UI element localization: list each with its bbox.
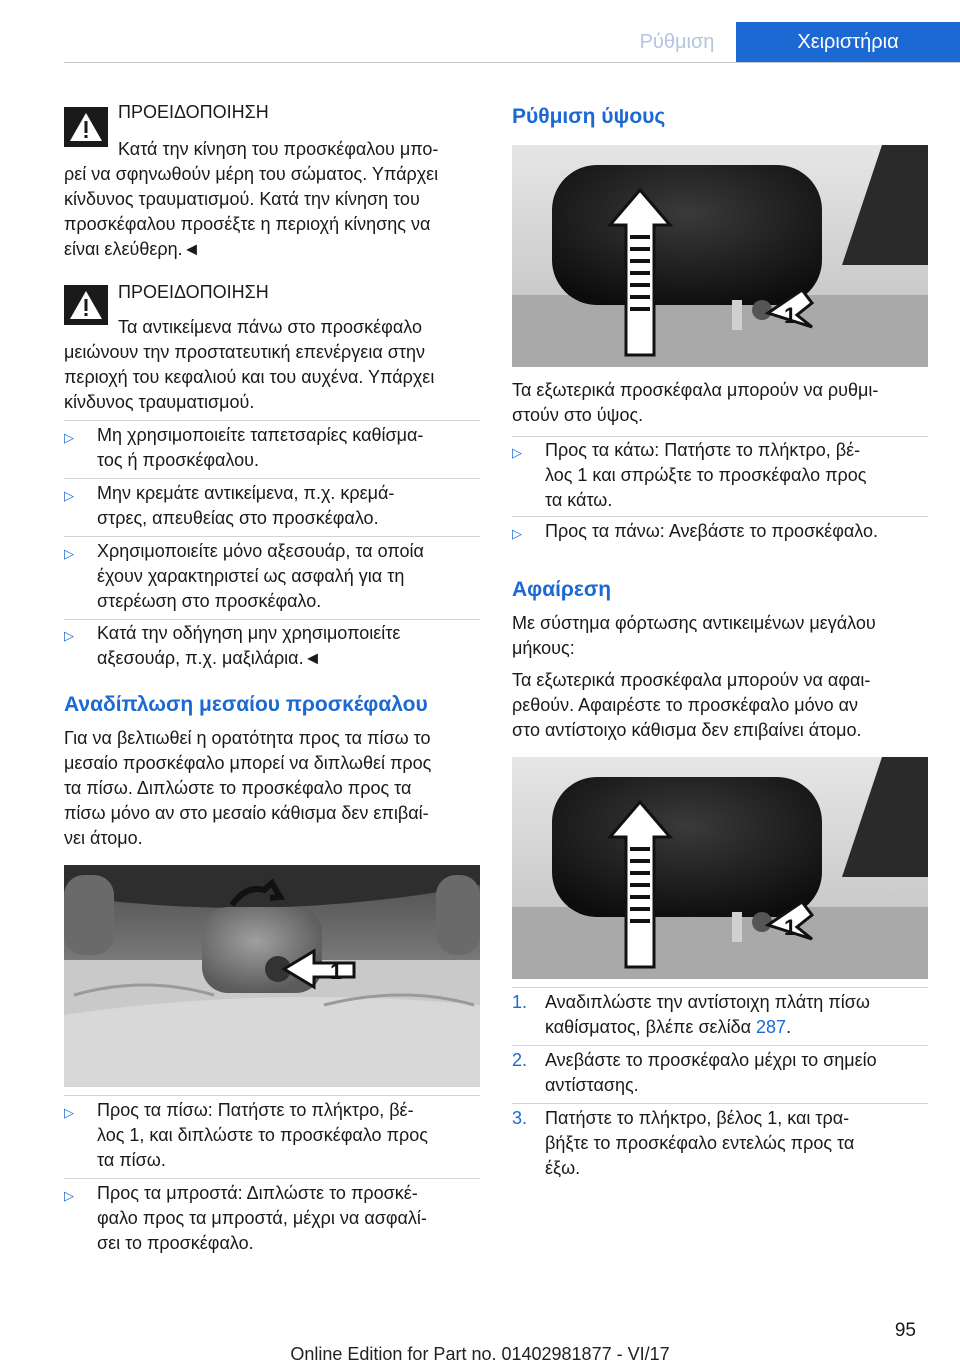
divider xyxy=(512,436,928,437)
headrest-removal-photo xyxy=(512,757,928,979)
divider xyxy=(512,987,928,988)
warning-text-line: ρεί να σφηνωθούν μέρη του σώματος. Υπάρχει xyxy=(64,164,439,184)
tab-chapter[interactable]: Χειριστήρια xyxy=(736,22,960,62)
warning-text-line: είναι ελεύθερη.◄ xyxy=(64,239,201,259)
divider xyxy=(512,1045,928,1046)
warning-icon xyxy=(64,285,108,325)
list-item: ▷ Προς τα πίσω: Πατήστε το πλήκτρο, βέ- λος 1, και διπλώστε το προσκέφαλο προς τα πίσω. xyxy=(64,1100,428,1170)
section-heading: Αφαίρεση xyxy=(512,578,612,601)
headrest-height-photo xyxy=(512,145,928,367)
warning-icon xyxy=(64,107,108,147)
section-heading: Αναδίπλωση μεσαίου προσκέφαλου xyxy=(64,693,428,716)
divider xyxy=(64,1178,480,1179)
divider xyxy=(512,1103,928,1104)
divider xyxy=(512,516,928,517)
paragraph-line: Για να βελτιωθεί η ορατότητα προς τα πίσω το xyxy=(64,728,431,748)
warning-title: ΠΡΟΕΙΔΟΠΟΙΗΣΗ xyxy=(118,102,269,122)
divider xyxy=(64,619,480,620)
triangle-bullet-icon: ▷ xyxy=(64,546,74,561)
list-item: 3. Πατήστε το πλήκτρο, βέλος 1, και τρα- βήξτε το προσκέφαλο εντελώς προς τα έξω. xyxy=(512,1108,855,1178)
warning-title: ΠΡΟΕΙΔΟΠΟΙΗΣΗ xyxy=(118,282,269,302)
list-item: 2. Ανεβάστε το προσκέφαλο μέχρι το σημείο αντίστασης. xyxy=(512,1050,877,1095)
paragraph-line: τα πίσω. Διπλώστε το προσκέφαλο προς τα xyxy=(64,778,412,798)
divider xyxy=(64,420,480,421)
page-number: 95 xyxy=(894,1320,916,1341)
paragraph-line: Με σύστημα φόρτωσης αντικειμένων μεγάλου xyxy=(512,613,876,633)
page-link[interactable]: 287 xyxy=(756,1017,787,1037)
triangle-bullet-icon: ▷ xyxy=(64,430,74,445)
tab-section[interactable]: Ρύθμιση xyxy=(639,31,715,53)
callout-label: 1 xyxy=(784,915,797,940)
callout-label: 1 xyxy=(784,303,797,328)
paragraph-line: μήκους: xyxy=(512,638,575,658)
list-item: ▷ Μη χρησιμοποιείτε ταπετσαρίες καθίσμα- τος ή προσκέφαλου. xyxy=(64,425,424,470)
paragraph-line: Τα εξωτερικά προσκέφαλα μπορούν να αφαι- xyxy=(512,670,871,690)
list-item: ▷ Μην κρεμάτε αντικείμενα, π.χ. κρεμά- στρες, απευθείας στο προσκέφαλο. xyxy=(64,483,395,528)
callout-label: 1 xyxy=(330,959,343,984)
paragraph-line: Τα εξωτερικά προσκέφαλα μπορούν να ρυθμι- xyxy=(512,380,879,400)
triangle-bullet-icon: ▷ xyxy=(64,488,74,503)
paragraph-line: μεσαίο προσκέφαλο μπορεί να διπλωθεί προς xyxy=(64,753,432,773)
triangle-bullet-icon: ▷ xyxy=(512,445,522,460)
warning-text-line: Κατά την κίνηση του προσκέφαλου μπο- xyxy=(118,139,439,159)
warning-text-line: περιοχή του κεφαλιού και του αυχένα. Υπάρχει xyxy=(64,367,435,387)
paragraph-line: πίσω μόνο αν στο μεσαίο κάθισμα δεν επιβαί- xyxy=(64,803,429,823)
divider xyxy=(64,478,480,479)
section-heading: Ρύθμιση ύψους xyxy=(512,105,666,128)
triangle-bullet-icon: ▷ xyxy=(512,526,522,541)
footer-edition: Online Edition for Part no. 01402981877 - VI/17 xyxy=(290,1344,670,1364)
divider xyxy=(64,1095,480,1096)
list-item: ▷ Προς τα πάνω: Ανεβάστε το προσκέφαλο. xyxy=(512,519,928,544)
list-item: ▷ Προς τα κάτω: Πατήστε το πλήκτρο, βέ- λος 1 και σπρώξτε το προσκέφαλο προς τα κάτω. xyxy=(512,440,867,510)
warning-text-line: κίνδυνος τραυματισμού. xyxy=(64,392,255,412)
list-item: 1. Αναδιπλώστε την αντίστοιχη πλάτη πίσω καθίσματος, βλέπε σελίδα 287. xyxy=(512,992,870,1037)
triangle-bullet-icon: ▷ xyxy=(64,628,74,643)
list-item: ▷ Χρησιμοποιείτε μόνο αξεσουάρ, τα οποία έχουν χαρακτηριστεί ως ασφαλή για τη στερέωση στο προσκέφαλο. xyxy=(64,541,424,611)
paragraph-line: ρεθούν. Αφαιρέστε το προσκέφαλο μόνο αν xyxy=(512,695,859,715)
list-item: ▷ Κατά την οδήγηση μην χρησιμοποιείτε αξεσουάρ, π.χ. μαξιλάρια.◄ xyxy=(64,623,401,668)
headrest-fold-photo xyxy=(64,865,480,1087)
warning-text-line: κίνδυνος τραυματισμού. Κατά την κίνηση του xyxy=(64,189,420,209)
paragraph-line: στούν στο ύψος. xyxy=(512,405,644,425)
warning-text-line: Τα αντικείμενα πάνω στο προσκέφαλο xyxy=(118,317,422,337)
paragraph-line: στο αντίστοιχο κάθισμα δεν επιβαίνει άτομο. xyxy=(512,720,862,740)
triangle-bullet-icon: ▷ xyxy=(64,1105,74,1120)
paragraph-line: νει άτομο. xyxy=(64,828,143,848)
list-item: ▷ Προς τα μπροστά: Διπλώστε το προσκέ- φαλο προς τα μπροστά, μέχρι να ασφαλί- σει το προσκέφαλο. xyxy=(64,1183,427,1253)
divider xyxy=(64,536,480,537)
warning-text-line: μειώνουν την προστατευτική επενέργεια στην xyxy=(64,342,425,362)
header-divider xyxy=(64,62,960,63)
triangle-bullet-icon: ▷ xyxy=(64,1188,74,1203)
warning-text-line: προσκέφαλου προσέξτε η περιοχή κίνησης να xyxy=(64,214,431,234)
